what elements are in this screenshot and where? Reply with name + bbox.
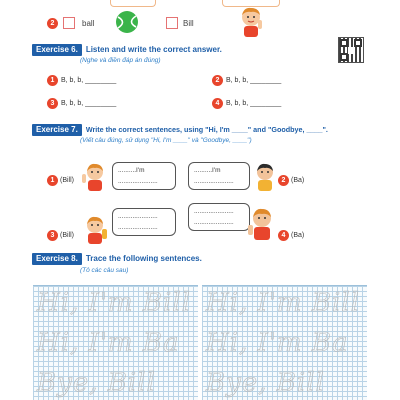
bubble-write-line[interactable]: ..........I'm	[194, 167, 221, 174]
bubble-write-line[interactable]: ......................	[118, 178, 158, 185]
exercise-6-title: Listen and write the correct answer.	[85, 45, 222, 54]
qr-code	[338, 37, 364, 63]
tracing-grid-left	[33, 285, 198, 400]
item-number-badge: 1	[47, 175, 58, 186]
person-label-4	[278, 230, 304, 241]
exercise-6-item	[47, 75, 116, 86]
bubble-write-line[interactable]: ......................	[118, 213, 158, 220]
exercise-6-subtitle: (Nghe và điền đáp án đúng)	[80, 57, 161, 64]
item-number-badge: 3	[47, 230, 58, 241]
person-label-3	[47, 230, 74, 241]
boy-ba-picture	[247, 207, 277, 241]
trace-sentence[interactable]: Hi, I'm Ba	[37, 328, 180, 358]
exercise-8-heading	[32, 253, 202, 265]
bubble-write-line[interactable]: ..........I'm	[118, 167, 145, 174]
card-frame	[110, 0, 156, 7]
boy-bill-picture	[82, 215, 108, 245]
person-label-1	[47, 175, 74, 186]
item-number-badge: 4	[212, 98, 223, 109]
tennis-ball-picture	[115, 10, 139, 34]
answer-line[interactable]: B, b, b, ________	[226, 77, 282, 84]
bubble-write-line[interactable]: ......................	[118, 224, 158, 231]
item-number-badge: 2	[278, 175, 289, 186]
bubble-write-line[interactable]: ......................	[194, 178, 234, 185]
trace-sentence[interactable]: Hi, I'm Bill	[206, 288, 360, 318]
trace-sentence[interactable]: Bye, Bill	[206, 368, 325, 398]
option-checkbox-bill[interactable]	[166, 17, 178, 29]
exercise-7-tag: Exercise 7.	[32, 124, 82, 136]
person-name: (Ba)	[291, 177, 305, 184]
item-number-badge: 1	[47, 75, 58, 86]
boy-bill-picture	[235, 5, 267, 39]
answer-line[interactable]: B, b, b, ________	[61, 100, 117, 107]
option-label-ball: ball	[82, 19, 95, 28]
trace-sentence[interactable]: Hi, I'm Bill	[37, 288, 191, 318]
option-label-bill: Bill	[183, 19, 194, 28]
person-name: (Ba)	[291, 232, 305, 239]
exercise-7-subtitle: (Viết câu đúng, sử dụng "Hi, I'm ____" và "Goodbye, ____")	[80, 137, 252, 144]
person-name: (Bill)	[60, 177, 74, 184]
speech-bubble-1	[112, 162, 176, 190]
trace-sentence[interactable]: Hi, I'm Ba	[206, 328, 349, 358]
boy-bill-picture	[82, 162, 108, 192]
top-option-row	[0, 0, 400, 40]
answer-line[interactable]: B, b, b, ________	[61, 77, 117, 84]
boy-ba-picture	[253, 162, 277, 192]
person-name: (Bill)	[60, 232, 74, 239]
exercise-6-item	[212, 98, 281, 109]
exercise-8-title: Trace the following sentences.	[85, 254, 202, 263]
speech-bubble-2	[188, 162, 250, 190]
trace-sentence[interactable]: Bye, Bill	[37, 368, 156, 398]
tracing-grid-right	[202, 285, 367, 400]
speech-bubble-3	[112, 208, 176, 236]
speech-bubble-4	[188, 203, 250, 231]
exercise-6-item	[212, 75, 281, 86]
bubble-write-line[interactable]: ......................	[194, 219, 234, 226]
item-number-badge: 3	[47, 98, 58, 109]
item-number-badge: 2	[212, 75, 223, 86]
exercise-7-title: Write the correct sentences, using "Hi, I'm ____" and "Goodbye, ____".	[85, 125, 328, 134]
answer-line[interactable]: B, b, b, ________	[226, 100, 282, 107]
person-label-2	[278, 175, 304, 186]
item-number-badge: 4	[278, 230, 289, 241]
exercise-6-tag: Exercise 6.	[32, 44, 82, 56]
exercise-6-item	[47, 98, 116, 109]
exercise-6-heading	[32, 44, 222, 56]
bubble-write-line[interactable]: ......................	[194, 208, 234, 215]
exercise-8-subtitle: (Tô các câu sau)	[80, 267, 129, 274]
item-number-badge: 2	[47, 18, 58, 29]
exercise-8-tag: Exercise 8.	[32, 253, 82, 265]
option-checkbox-ball[interactable]	[63, 17, 75, 29]
exercise-7-heading	[32, 124, 328, 136]
